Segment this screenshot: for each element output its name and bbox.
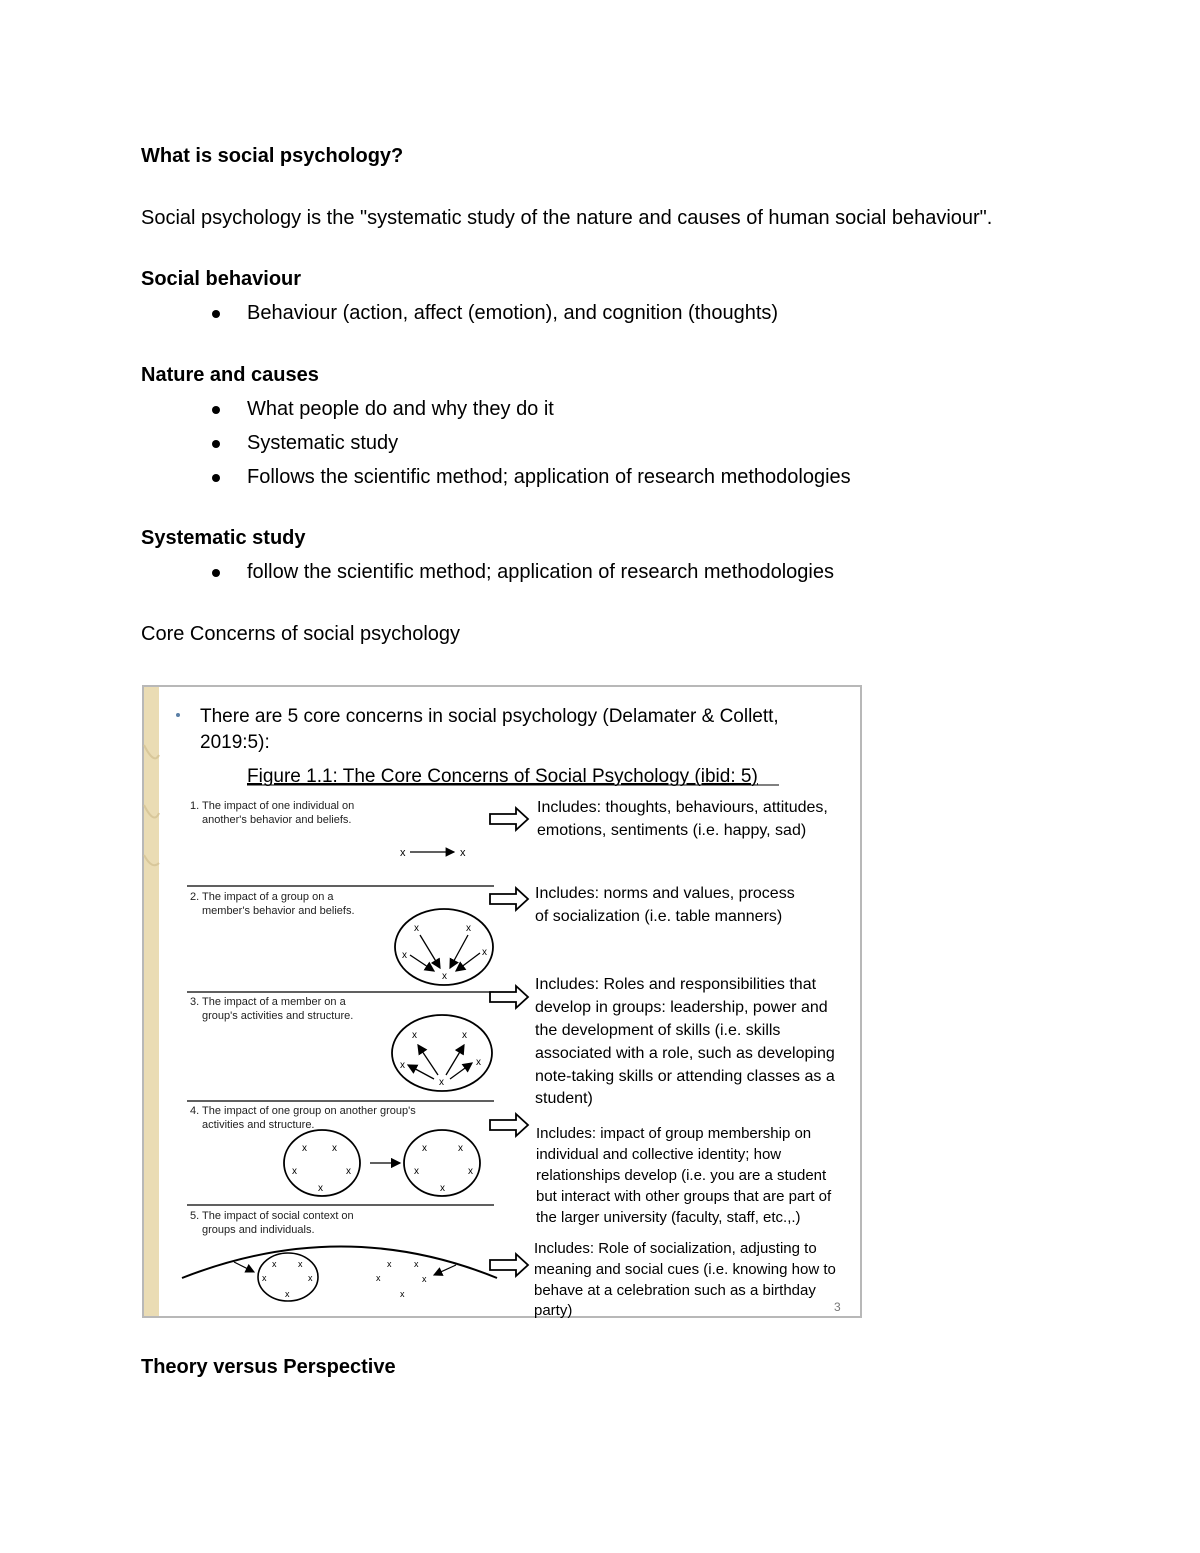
- node-mark: x: [439, 1077, 444, 1088]
- node-mark: x: [462, 1030, 467, 1041]
- figure-caption: Figure 1.1: The Core Concerns of Social Psychology (ibid: 5): [247, 766, 758, 787]
- concern-4-label-line1: 4. The impact of one group on another group's: [190, 1105, 416, 1117]
- concern-5-label-line1: 5. The impact of social context on: [190, 1210, 354, 1222]
- slide-bullet-line2: 2019:5):: [200, 732, 270, 753]
- concern-1-label-line1: 1. The impact of one individual on: [190, 800, 355, 812]
- node-mark: x: [442, 971, 447, 982]
- node-mark: x: [440, 1183, 445, 1194]
- slide-bullet-icon: [176, 713, 180, 717]
- node-mark: x: [400, 1060, 405, 1071]
- bullet-dot-icon: [212, 474, 220, 482]
- node-mark: x: [414, 923, 419, 934]
- node-mark: x: [468, 1166, 473, 1177]
- concern-3-includes-line5: note-taking skills or attending classes as a: [535, 1068, 835, 1085]
- concern-2-label-line2: member's behavior and beliefs.: [202, 905, 355, 917]
- figure-canvas: [142, 685, 862, 1318]
- concern-3-includes-line1: Includes: Roles and responsibilities that: [535, 976, 817, 993]
- slide-side-band: [144, 687, 159, 1316]
- concern-3-label-line1: 3. The impact of a member on a: [190, 996, 346, 1008]
- node-mark: x: [422, 1143, 427, 1154]
- concern-1-label-line2: another's behavior and beliefs.: [202, 814, 352, 826]
- node-mark: x: [402, 950, 407, 961]
- heading-systematic-study: Systematic study: [141, 527, 306, 549]
- node-mark: x: [318, 1183, 323, 1194]
- bullet-dot-icon: [212, 310, 220, 318]
- core-concerns-title: Core Concerns of social psychology: [141, 623, 461, 645]
- node-mark: x: [308, 1273, 313, 1283]
- node-mark: x: [272, 1259, 277, 1269]
- node-mark: x: [292, 1166, 297, 1177]
- concern-4-includes-line1: Includes: impact of group membership on: [536, 1125, 812, 1142]
- concern-3-includes-line3: the development of skills (i.e. skills: [535, 1022, 781, 1039]
- slide-number: 3: [834, 1300, 841, 1314]
- node-mark: x: [387, 1259, 392, 1269]
- concern-5-includes-line4: party): [534, 1302, 573, 1318]
- node-mark: x: [298, 1259, 303, 1269]
- node-mark: x: [414, 1259, 419, 1269]
- node-mark: x: [302, 1143, 307, 1154]
- node-mark: x: [412, 1030, 417, 1041]
- concern-3-includes-line4: associated with a role, such as developing: [535, 1045, 835, 1062]
- bullet-dot-icon: [212, 569, 220, 577]
- node-mark: x: [285, 1289, 290, 1299]
- node-mark: x: [458, 1143, 463, 1154]
- node-mark: x: [376, 1273, 381, 1283]
- node-mark: x: [422, 1274, 427, 1284]
- document-page: What is social psychology? Social psychology is the "systematic study of the nature and causes of human social behaviour". Social behaviour Behaviour (action, affect (emotion), and cognition (thoughts) Nature and causes What people do and why they do it Systematic study Follows the scientific method; application of research methodologies Systematic study follow the scientific method; application of research methodologies Core Concerns of social psychology There are 5 core concerns in social psychology (Delamater & Collett, 2019:5): Figure 1.1: The Core Concerns of Social Psychology (ibid: 5) 1. The impact of one individual on another's behavior and beliefs. x x 2. The impact of a group on a member's behavior and beliefs. x x x x x 3. The impact of a member on a group's activities and structure. x x x x x 4. The impact of one group on another group's activities and structure. x x x x x x x x x x 5. The impact of social context on groups and individuals. x x x x x x x x x x Includes: thoughts, behaviours, attitudes, emotions, sentiments (i.e. happy, sad) Includes: norms and values, process of socialization (i.e. table manners) Includes: Roles and responsibilities that develop in groups: leadership, power and the development of skills (i.e. skills associated with a role, such as developing note-taking skills or attending classes as a student) Includes: impact of group membership on individual and collective identity; how relationships develop (i.e. you are a student but interact with other groups that are part of the larger university (faculty, staff, etc.,.) Includes: Role of socialization, adjusting to meaning and social cues (i.e. knowing how to behave at a celebration such as a birthday party) 3 Theory versus Perspective: [141, 145, 993, 1378]
- heading-social-behaviour: Social behaviour: [141, 268, 302, 290]
- concern-4-label-line2: activities and structure.: [202, 1119, 315, 1131]
- slide-bullet-line1: There are 5 core concerns in social psychology (Delamater & Collett,: [200, 706, 779, 727]
- concern-3-includes-line6: student): [535, 1090, 593, 1107]
- concern-2-includes-line1: Includes: norms and values, process: [535, 885, 795, 902]
- concern-1-includes-line1: Includes: thoughts, behaviours, attitudes,: [537, 799, 828, 816]
- node-mark: x: [414, 1166, 419, 1177]
- node-mark: x: [460, 847, 466, 859]
- node-mark: x: [476, 1057, 481, 1068]
- heading-nature-and-causes: Nature and causes: [141, 364, 319, 386]
- node-mark: x: [332, 1143, 337, 1154]
- bullet-dot-icon: [212, 440, 220, 448]
- heading-theory-versus-perspective: Theory versus Perspective: [141, 1356, 396, 1378]
- concern-4-includes-line2: individual and collective identity; how: [536, 1146, 782, 1163]
- concern-3-label-line2: group's activities and structure.: [202, 1010, 354, 1022]
- concern-5-includes-line1: Includes: Role of socialization, adjusting to: [534, 1240, 817, 1257]
- definition-paragraph: Social psychology is the "systematic study of the nature and causes of human social behaviour".: [141, 207, 993, 229]
- bullet-dot-icon: [212, 406, 220, 414]
- node-mark: x: [400, 847, 406, 859]
- concern-4-includes-line4: but interact with other groups that are part of: [536, 1188, 832, 1205]
- concern-2-includes-line2: of socialization (i.e. table manners): [535, 908, 783, 925]
- concern-5-includes-line2: meaning and social cues (i.e. knowing how to: [534, 1261, 836, 1278]
- concern-3-includes-line2: develop in groups: leadership, power and: [535, 999, 828, 1016]
- node-mark: x: [482, 947, 487, 958]
- node-mark: x: [262, 1273, 267, 1283]
- core-concerns-figure: [142, 685, 862, 1318]
- heading-what-is-social-psychology: What is social psychology?: [141, 145, 404, 167]
- node-mark: x: [466, 923, 471, 934]
- concern-5-label-line2: groups and individuals.: [202, 1224, 315, 1236]
- concern-4-includes-line3: relationships develop (i.e. you are a student: [536, 1167, 827, 1184]
- concern-1-includes-line2: emotions, sentiments (i.e. happy, sad): [537, 822, 807, 839]
- concern-4-includes-line5: the larger university (faculty, staff, etc.,.): [536, 1209, 801, 1226]
- concern-5-includes-line3: behave at a celebration such as a birthday: [534, 1282, 816, 1299]
- concern-2-label-line1: 2. The impact of a group on a: [190, 891, 334, 903]
- node-mark: x: [400, 1289, 405, 1299]
- node-mark: x: [346, 1166, 351, 1177]
